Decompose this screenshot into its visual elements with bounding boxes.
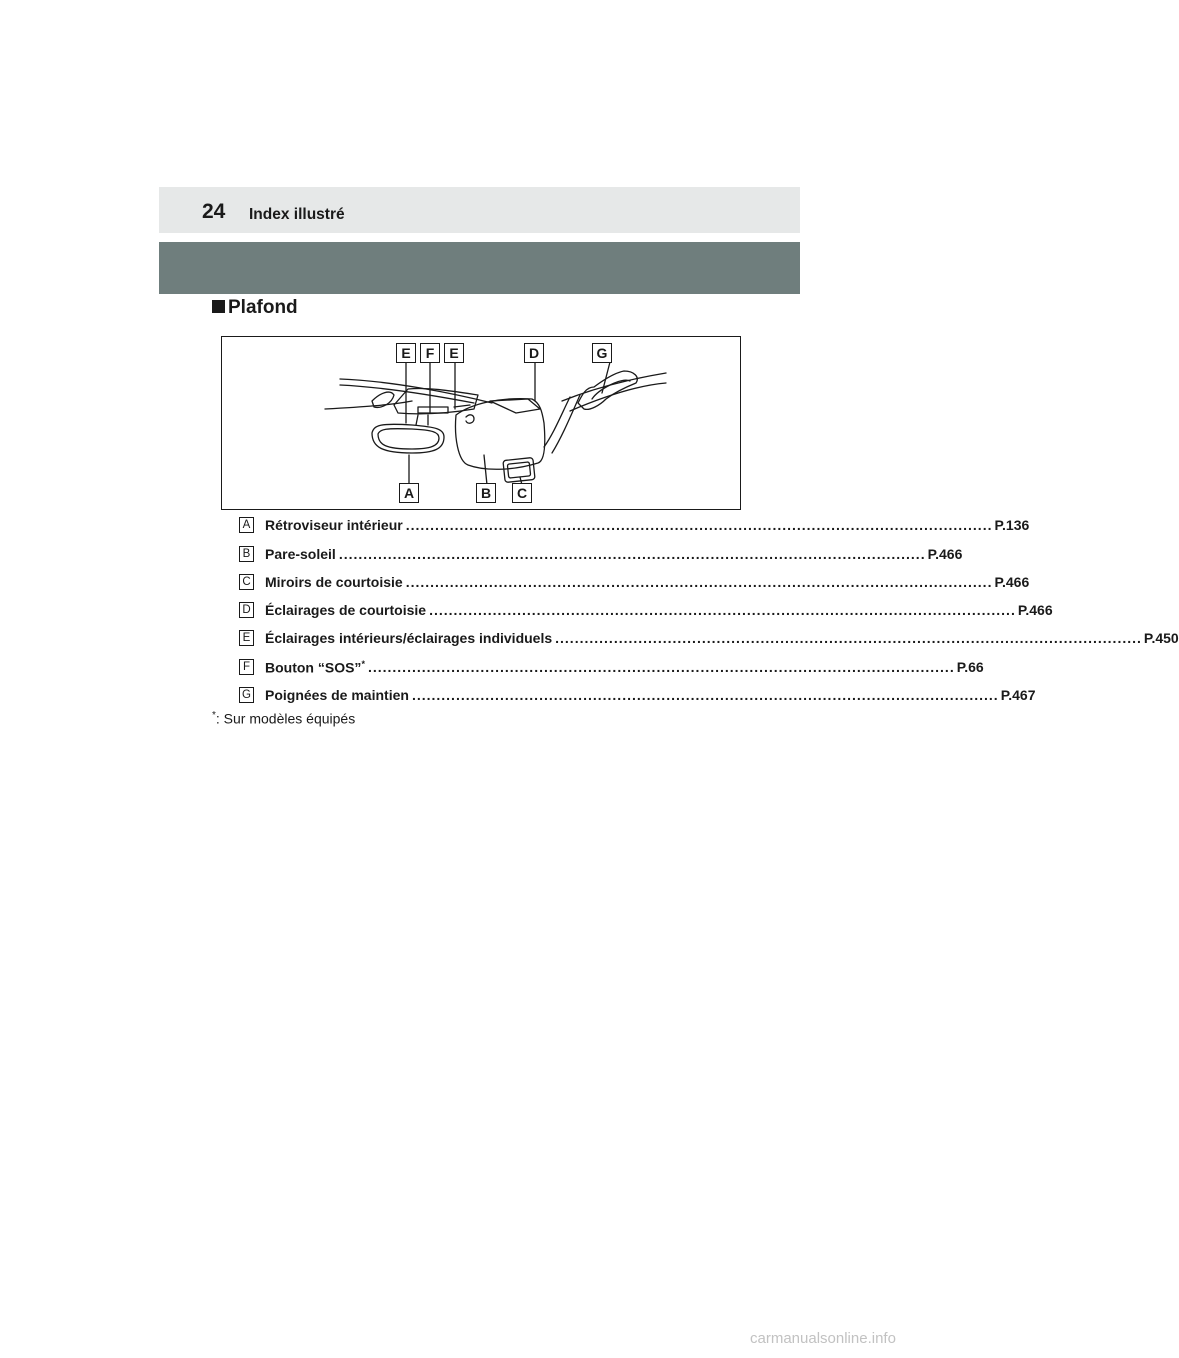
leader-dots: ........................................................................................................................ <box>411 687 999 703</box>
legend-label: Poignées de maintien <box>265 687 409 703</box>
leader-dots: ........................................................................................................................ <box>405 574 993 590</box>
legend-label: Miroirs de courtoisie <box>265 574 403 590</box>
legend-letter: B <box>239 546 254 562</box>
section-heading-text: Plafond <box>228 297 298 318</box>
legend-letter: F <box>239 659 254 675</box>
legend-item-vanity-lights <box>239 599 1053 621</box>
callout-c: C <box>512 483 532 503</box>
legend-letter: D <box>239 602 254 618</box>
legend-label: Pare-soleil <box>265 546 336 562</box>
legend-letter: A <box>239 517 254 533</box>
leader-dots: ........................................................................................................................ <box>405 517 993 533</box>
legend-item-assist-grips <box>239 684 1036 706</box>
page-reference-link[interactable]: P.466 <box>994 574 1030 590</box>
callout-g: G <box>592 343 612 363</box>
leader-dots: ........................................................................................................................ <box>429 602 1016 618</box>
page-reference-link[interactable]: P.136 <box>994 517 1030 533</box>
page-reference-link[interactable]: P.66 <box>956 659 984 675</box>
asterisk-marker: * <box>361 658 365 669</box>
ceiling-illustration <box>221 336 741 510</box>
footnote <box>212 710 355 727</box>
section-bar <box>159 242 800 294</box>
page-reference-link[interactable]: P.450 <box>1143 630 1179 646</box>
legend-item-interior-lights <box>239 627 1179 649</box>
footnote-marker: * <box>212 710 216 721</box>
page-reference-link[interactable]: P.466 <box>927 546 963 562</box>
legend-item-sun-visor <box>239 543 963 565</box>
legend-item-sos-button <box>239 656 984 678</box>
legend-letter: C <box>239 574 254 590</box>
page-reference-link[interactable]: P.467 <box>1000 687 1036 703</box>
leader-dots: ........................................................................................................................ <box>555 630 1142 646</box>
legend-letter: E <box>239 630 254 646</box>
callout-f: F <box>420 343 440 363</box>
footnote-text: : Sur modèles équipés <box>215 710 356 727</box>
legend-label: Éclairages de courtoisie <box>265 602 427 618</box>
leader-dots: ........................................................................................................................ <box>338 546 926 562</box>
callout-a: A <box>399 483 419 503</box>
callout-e-left: E <box>396 343 416 363</box>
square-bullet-icon <box>212 300 225 313</box>
header-title: Index illustré <box>249 206 345 223</box>
callout-e-right: E <box>444 343 464 363</box>
page-number: 24 <box>202 200 226 223</box>
section-heading <box>212 297 298 319</box>
leader-dots: ........................................................................................................................ <box>367 659 955 675</box>
watermark: carmanualsonline.info <box>750 1330 896 1347</box>
legend-letter: G <box>239 687 254 703</box>
legend-label: Éclairages intérieurs/éclairages individuels <box>265 630 553 646</box>
page-reference-link[interactable]: P.466 <box>1017 602 1053 618</box>
callout-d: D <box>524 343 544 363</box>
legend-label: Bouton “SOS”* <box>265 658 365 676</box>
legend-item-vanity-mirrors <box>239 571 1030 593</box>
callout-b: B <box>476 483 496 503</box>
legend-label: Rétroviseur intérieur <box>265 517 403 533</box>
legend-item-interior-mirror <box>239 514 1030 536</box>
